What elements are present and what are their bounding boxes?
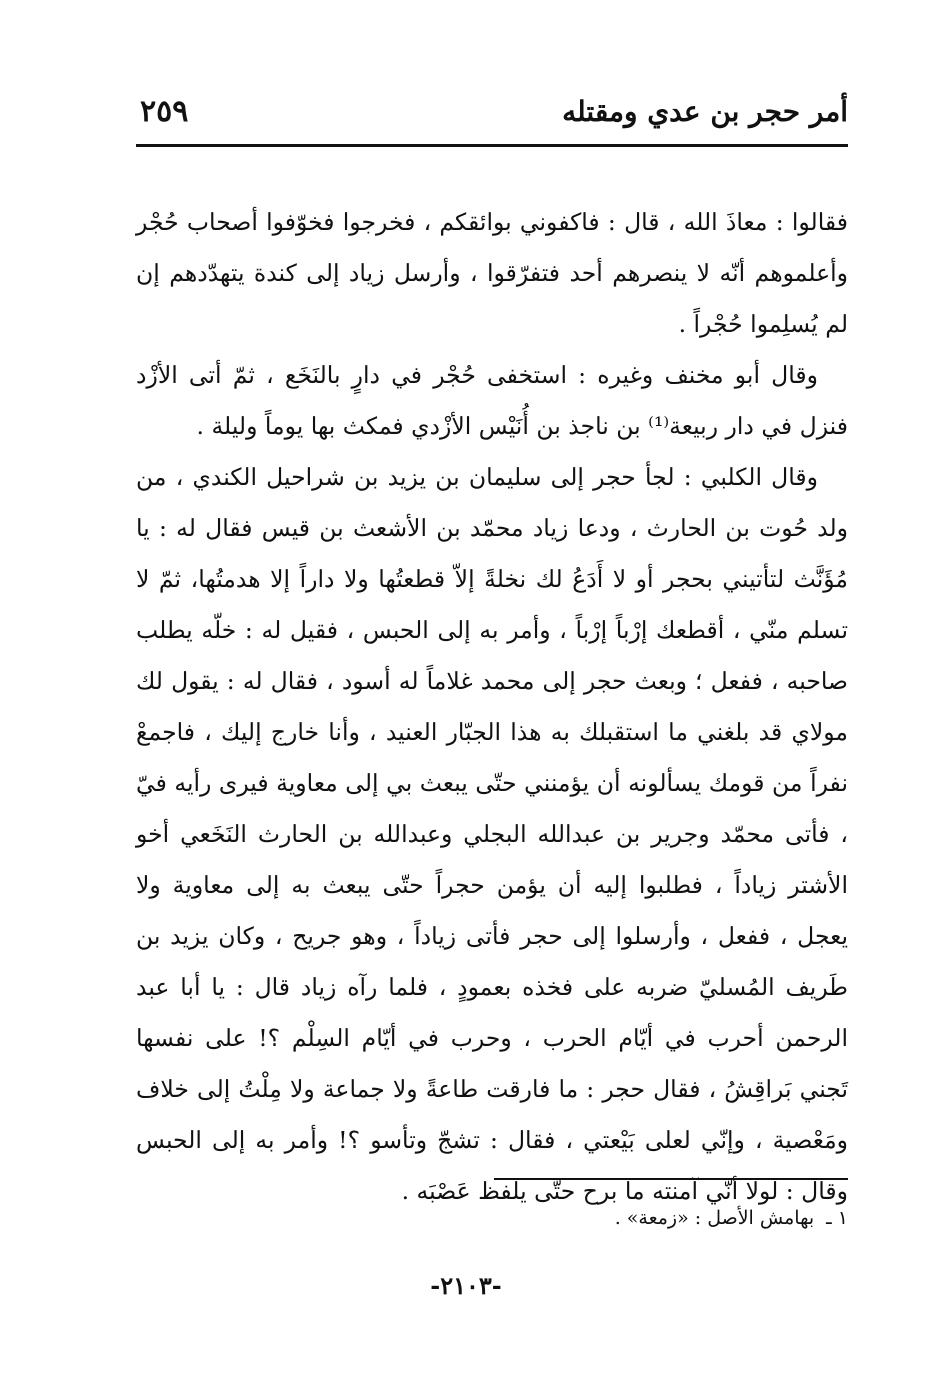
header-rule [136,144,848,147]
paragraph: فقالوا : معاذَ الله ، قال : فاكفوني بوائقكم ، فخرجوا فخوّفوا أصحاب حُجْر وأعلموهم أنّه لا ينصرهم أحد فتفرّقوا ، وأرسل زياد إلى كندة يتهدّدهم إن لم يُسلِموا حُجْراً . [136,208,848,338]
chapter-title: أمر حجر بن عدي ومقتله [562,95,848,128]
footnote-number: ١ ـ [826,1207,848,1229]
body-text [136,197,848,1217]
page-number: ٢٥٩ [140,94,189,129]
volume-page-number: -٢١٠٣- [430,1271,502,1300]
footnote-text: بهامش الأصل : «زمعة» . [614,1207,815,1229]
running-head [136,92,848,138]
footnote-rule [494,1178,848,1180]
paragraph: وقال الكلبي : لجأ حجر إلى سليمان بن يزيد بن شراحيل الكندي ، من ولد حُوت بن الحارث ، ودعا زياد محمّد بن الأشعث بن قيس فقال له : يا مُؤَنَّث لتأتيني بحجر أو لا أَدَعُ لك نخلةً إلاّ قطعتُها ولا داراً إلا هدمتُها، ثمّ لا تسلم منّي ، أقطعك إرْباً إرْباً ، وأمر به إلى الحبس ، فقيل له : خلّه يطلب صاحبه ، ففعل ؛ وبعث حجر إلى محمد غلاماً له أسود ، فقال له : يقول لك مولاي قد بلغني ما استقبلك به هذا الجبّار العنيد ، وأنا خارج إليك ، فاجمعْ نفراً من قومك يسألونه أن يؤمنني حتّى يبعث بي إلى معاوية فيرى رأيه فيّ ، فأتى محمّد وجرير بن عبدالله البجلي وعبدالله بن الحارث النَخَعي أخو الأشتر زياداً ، فطلبوا إليه أن يؤمن حجراً حتّى يبعث به إلى معاوية ولا يعجل ، ففعل ، وأرسلوا إلى حجر فأتى زياداً ، وهو جريح ، وكان يزيد بن طَريف المُسليّ ضربه على فخذه بعمودٍ ، فلما رآه زياد قال : يا أبا عبد الرحمن أحرب في أيّام الحرب ، وحرب في أيّام السِلْم ؟! على نفسها تَجني بَراقِشُ ، فقال حجر : ما فارقت طاعةً ولا جماعة ولا مِلْتُ إلى خلاف ومَعْصية ، وإنّي لعلى بَيْعتي ، فقال : تشجّ وتأسو ؟! وأمر به إلى الحبس وقال : لولا أنّي آمنته ما برح حتّى يلفظ عَصْبَه . [136,463,848,1205]
footnote [136,1200,848,1236]
paragraph: وقال أبو مخنف وغيره : استخفى حُجْر في دارٍ بالنَخَع ، ثمّ أتى الأزْد فنزل في دار ربيعة⁽¹⁾ بن ناجذ بن أُنَيْس الأزْدي فمكث بها يوماً وليلة . [136,361,848,440]
